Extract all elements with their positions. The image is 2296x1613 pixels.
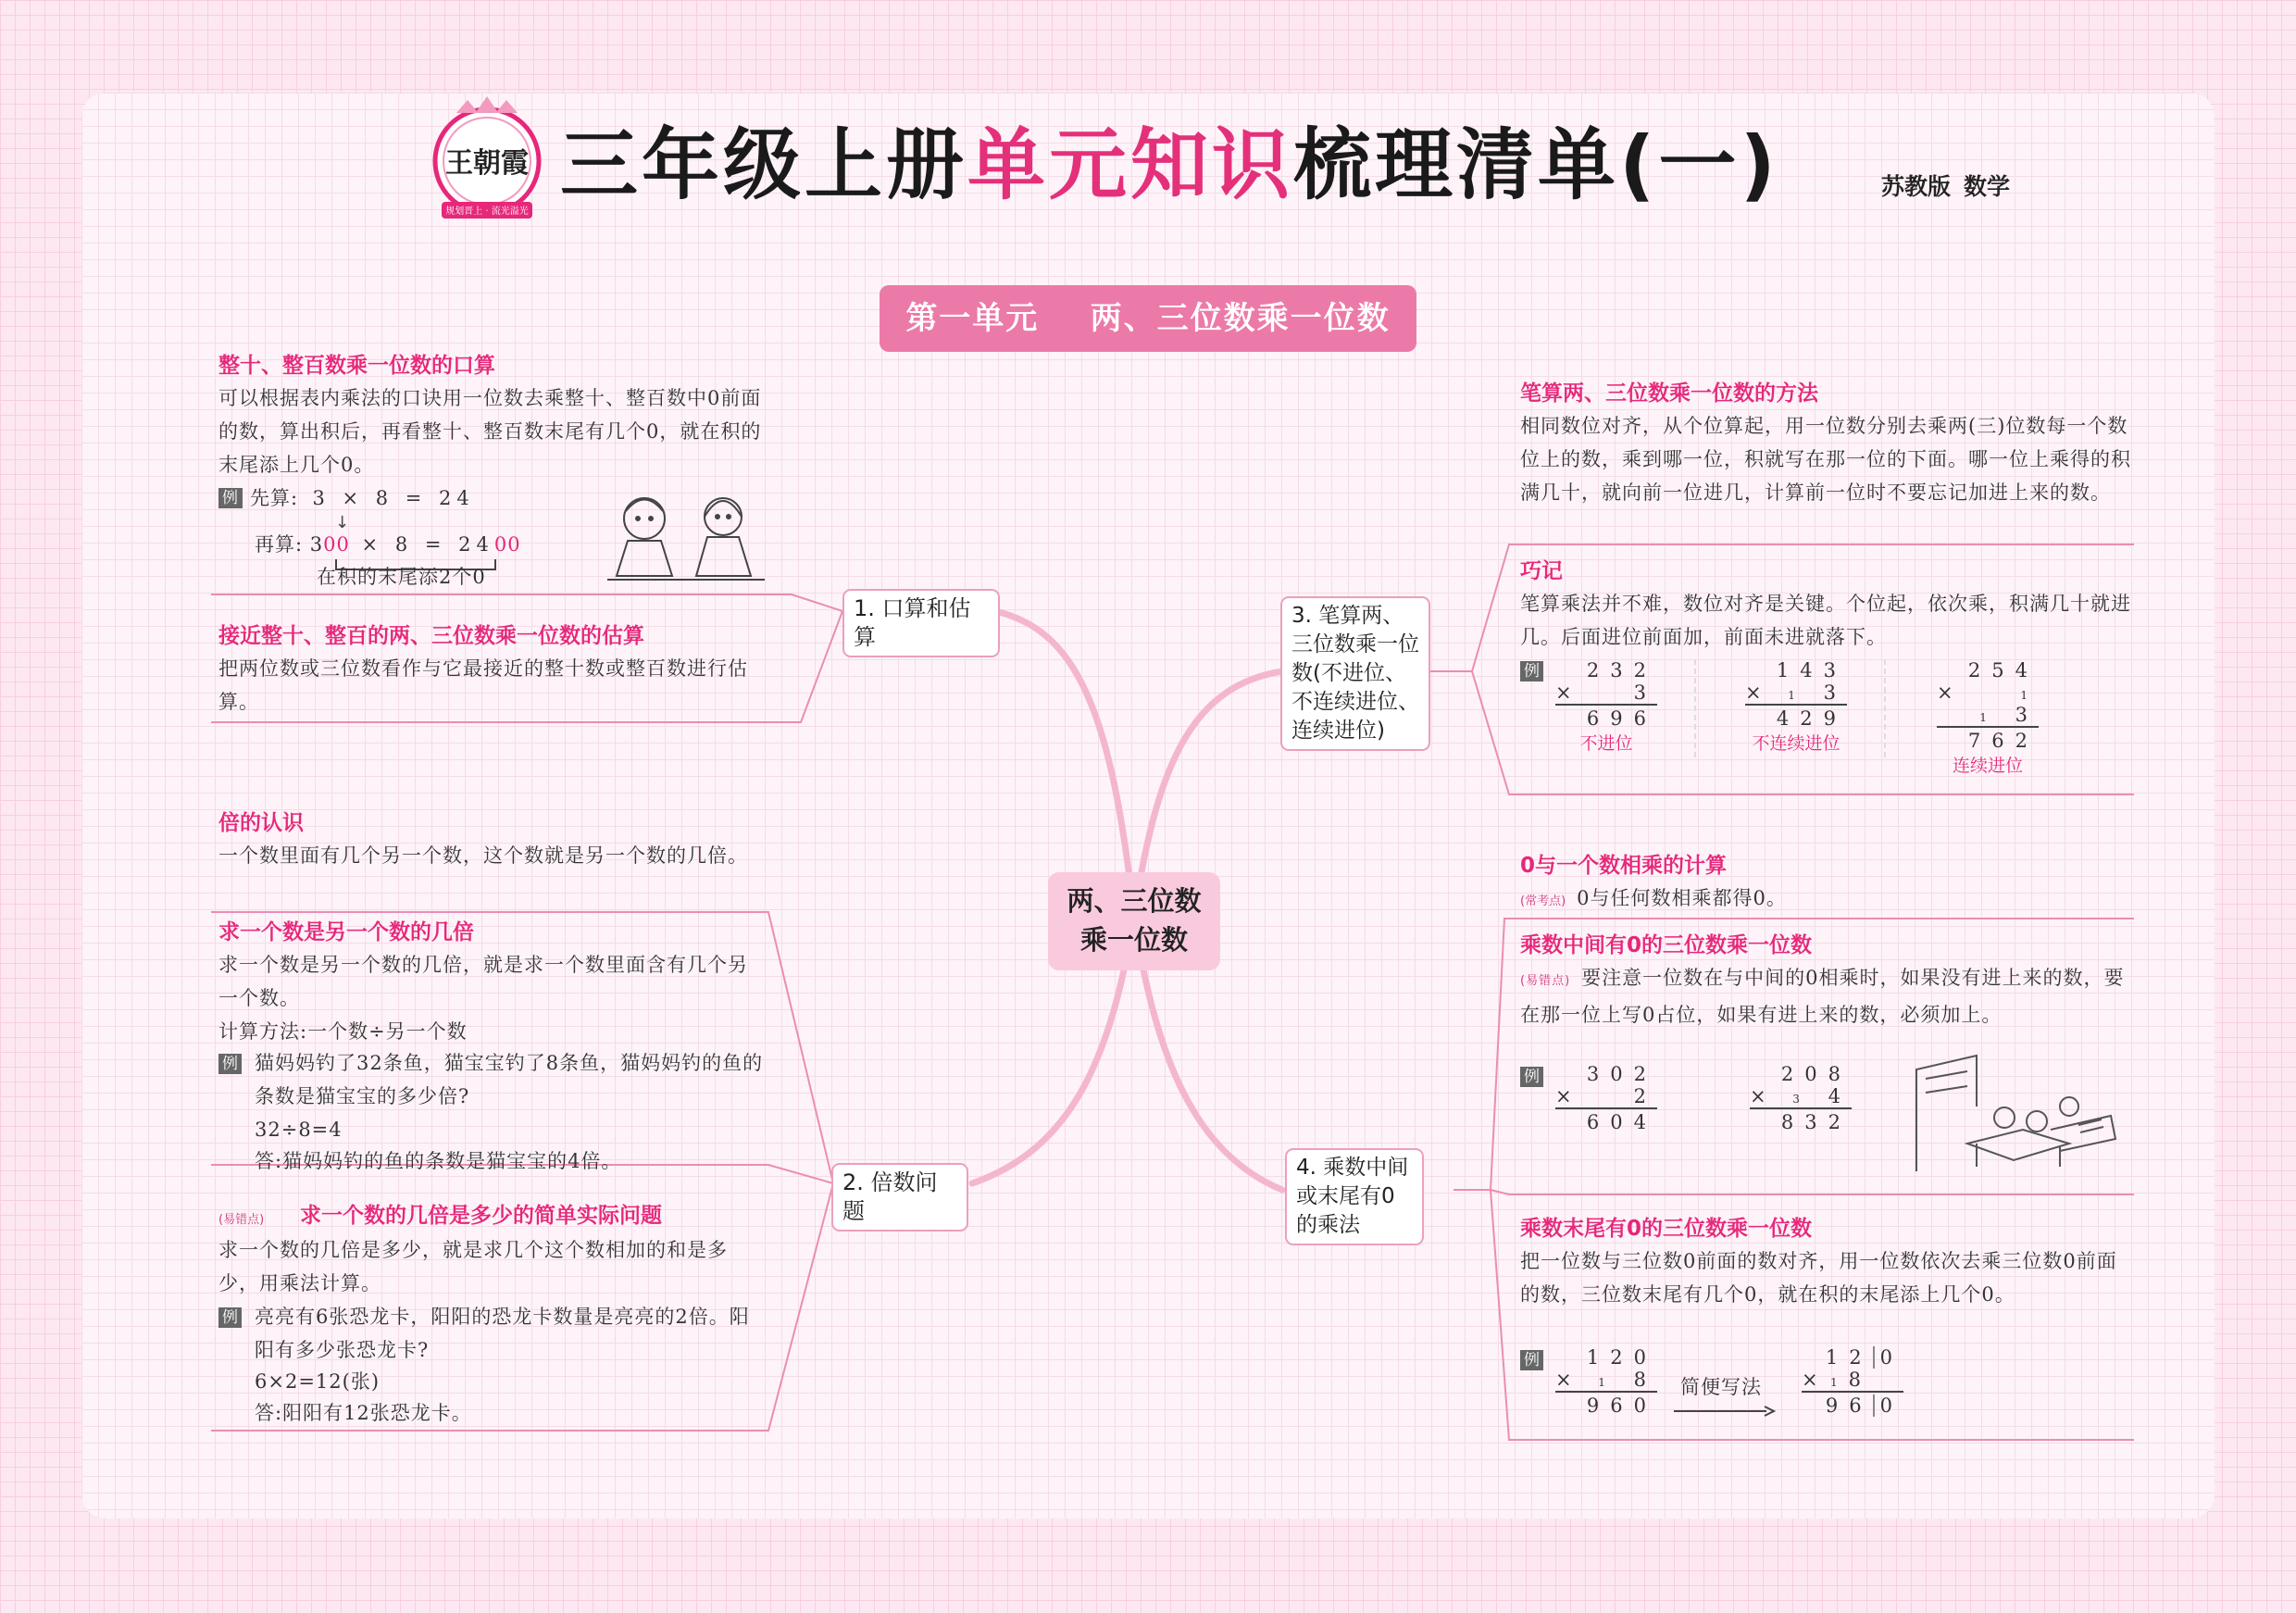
b2-s1-text: 一个数里面有几个另一个数，这个数就是另一个数的几倍。: [218, 844, 748, 867]
b2-s3-tag: (易错点): [218, 1213, 265, 1227]
b2-s2-answer: 答:猫妈妈钓的鱼的条数是猫宝宝的4倍。: [255, 1150, 622, 1172]
b1-s2-text: 把两位数或三位数看作与它最接近的整十数或整百数进行估算。: [218, 657, 748, 713]
unit-banner: 第一单元 两、三位数乘一位数: [880, 285, 1416, 352]
calc-multiplier: 8: [1848, 1369, 1872, 1391]
calc-caption: 连续进位: [1952, 756, 2023, 776]
center-line-1: 两、三位数: [1067, 885, 1202, 917]
b2-s2-text: 求一个数是另一个数的几倍，就是求一个数里面含有几个另一个数。: [218, 954, 748, 1009]
page-title: [560, 119, 1779, 211]
b4-s2-body: 要注意一位数在与中间的0相乘时，如果没有进上来的数，要在那一位上写0占位，如果有进上来的数，必须加上。: [1520, 967, 2125, 1026]
calc-no-carry: [1555, 659, 1657, 755]
then-label: 再算:: [255, 533, 304, 556]
calc-result: 762: [1937, 726, 2039, 752]
b2-s3-question: 亮亮有6张恐龙卡，阳阳的恐龙卡数量是亮亮的2倍。阳阳有多少张恐龙卡?: [255, 1306, 750, 1361]
calc-end-zero-full: [1555, 1346, 1657, 1417]
calc-top: 232: [1586, 659, 1657, 681]
example-badge: 例: [218, 1054, 242, 1074]
then-a: 3: [309, 533, 324, 556]
b4-s2-title: 乘数中间有0的三位数乘一位数: [1520, 933, 1813, 957]
edition-label: [1881, 169, 2023, 202]
center-topic: [1048, 872, 1220, 970]
example-badge: 例: [1520, 1350, 1543, 1370]
calc-middle-zero-2: [1750, 1063, 1852, 1133]
carry-digit: 1: [1598, 1376, 1616, 1389]
b4-s3-text: 把一位数与三位数0前面的数对齐，用一位数依次去乘三位数0前面的数，三位数末尾有几个0，就在积的末尾添上几个0。: [1520, 1250, 2117, 1306]
calc-multiplier: 8: [1633, 1369, 1657, 1391]
b2-s3-calc: 6×2=12(张): [255, 1370, 381, 1393]
carry-digit: 3: [1792, 1093, 1811, 1106]
calc-divider: [1884, 659, 1886, 757]
calc-multiplier: 2: [1633, 1085, 1657, 1107]
b2-s2-method: 计算方法:一个数÷另一个数: [218, 1020, 468, 1043]
b1-s2-title: 接近整十、整百的两、三位数乘一位数的估算: [218, 624, 644, 648]
times-sign: ×: [1937, 681, 1965, 704]
right-arrow-icon: [1674, 1404, 1776, 1421]
calc-top-zero: 0: [1873, 1346, 1903, 1369]
calc-top: 254: [1967, 659, 2039, 681]
calc-top: 12: [1825, 1346, 1873, 1369]
calc-top: 302: [1586, 1063, 1657, 1085]
branch-node-1: 1. 口算和估算: [842, 589, 1000, 657]
b2-s3-answer: 答:阳阳有12张恐龙卡。: [255, 1402, 472, 1424]
carry-digit: 1: [1788, 689, 1806, 702]
b4-s3-title: 乘数末尾有0的三位数乘一位数: [1520, 1217, 1813, 1241]
b2-s3-text: 求一个数的几倍是多少，就是求几个这个数相加的和是多少，用乘法计算。: [218, 1239, 728, 1294]
title-prefix: 三年级上册: [560, 119, 968, 210]
b3-s1-title: 笔算两、三位数乘一位数的方法: [1520, 381, 1818, 406]
carry-digit: 1: [1829, 1376, 1849, 1389]
example-badge: 例: [218, 1307, 242, 1328]
b4-s1-line: [1520, 882, 1787, 915]
times-sign: ×: [1555, 1369, 1583, 1391]
shortcut-label: 简便写法: [1680, 1376, 1762, 1398]
calc-multiplier: 3: [2015, 704, 2039, 726]
b1-s1-title: 整十、整百数乘一位数的口算: [218, 354, 495, 378]
b4-s1-tag: (常考点): [1520, 894, 1566, 908]
calc-result: 832: [1750, 1107, 1852, 1133]
b2-s1-title: 倍的认识: [218, 811, 304, 835]
b1-note: 在积的末尾添2个0: [317, 566, 486, 588]
branch-node-4: 4. 乘数中间或末尾有0的乘法: [1285, 1148, 1424, 1245]
first-calc: 3 × 8 = 24: [312, 487, 475, 509]
times-sign: ×: [1745, 681, 1773, 704]
then-res-zeros: 00: [493, 533, 521, 556]
subject-name: 数学: [1964, 173, 2011, 200]
calc-top: 143: [1776, 659, 1847, 681]
b1-example-then: [255, 528, 521, 561]
times-sign: ×: [1555, 681, 1583, 704]
svg-text:规划晋上 · 流光溢光: 规划晋上 · 流光溢光: [445, 206, 529, 217]
b2-s2-question: 猫妈妈钓了32条鱼，猫宝宝钓了8条鱼，猫妈妈钓的鱼的条数是猫宝宝的多少倍?: [255, 1052, 764, 1107]
b2-s2-calc: 32÷8=4: [255, 1119, 343, 1141]
calc-partial-carry: [1745, 659, 1847, 755]
branch-node-3: 3. 笔算两、三位数乘一位数(不进位、不连续进位、连续进位): [1280, 596, 1430, 751]
calc-multiplier: 4: [1828, 1085, 1852, 1107]
children-illustration: [607, 483, 765, 593]
example-badge: 例: [1520, 1067, 1543, 1087]
calc-caption: 不连续进位: [1752, 733, 1841, 754]
then-a-zeros: 00: [323, 533, 350, 556]
then-mid: × 8 = 24: [349, 533, 494, 556]
calc-result-zero: 0: [1873, 1394, 1903, 1417]
calc-caption: 不进位: [1579, 733, 1633, 754]
times-sign: ×: [1555, 1085, 1583, 1107]
branch-node-2: 2. 倍数问题: [831, 1163, 968, 1232]
times-sign: ×: [1802, 1369, 1829, 1391]
calc-middle-zero-1: [1555, 1063, 1657, 1133]
calc-result: 429: [1745, 704, 1847, 730]
calc-multiplier: 3: [1823, 681, 1847, 704]
calc-top: 208: [1780, 1063, 1852, 1085]
b1-s1-text: 可以根据表内乘法的口诀用一位数去乘整十、整百数中0前面的数，算出积后，再看整十、整百数末尾有几个0，就在积的末尾添上几个0。: [218, 387, 762, 476]
calc-divider: [1694, 659, 1696, 757]
b4-s2-tag: (易错点): [1520, 974, 1571, 988]
example-badge: 例: [218, 488, 243, 508]
first-label: 先算:: [250, 487, 299, 509]
b3-s2-title: 巧记: [1520, 559, 1563, 583]
calc-top: 120: [1586, 1346, 1657, 1369]
title-suffix: 梳理清单(一): [1293, 119, 1779, 210]
classroom-illustration: [1912, 1051, 2120, 1176]
calc-end-zero-short: [1802, 1346, 1903, 1417]
b2-s2-title: 求一个数是另一个数的几倍: [218, 920, 474, 944]
example-badge: 例: [1520, 661, 1543, 681]
edition-name: 苏教版: [1881, 173, 1952, 200]
b4-s2-text: [1520, 961, 2131, 1032]
carry-digit: 1 1: [1979, 689, 2039, 724]
title-highlight: 单元知识: [967, 119, 1294, 210]
svg-text:王朝霞: 王朝霞: [445, 147, 529, 180]
b1-example-first: [218, 481, 475, 515]
brand-logo: [421, 93, 553, 224]
calc-result: 604: [1555, 1107, 1657, 1133]
calc-multiplier: 3: [1633, 681, 1657, 704]
calc-result: 960: [1555, 1391, 1657, 1417]
b4-s1-text: 0与任何数相乘都得0。: [1577, 887, 1787, 909]
down-arrow-icon: ↓: [335, 513, 350, 532]
times-sign: ×: [1750, 1085, 1778, 1107]
calc-continuous-carry: [1937, 659, 2039, 777]
center-line-2: 乘一位数: [1079, 924, 1188, 956]
b3-s1-text: 相同数位对齐，从个位算起，用一位数分别去乘两(三)位数每一个数位上的数，乘到哪一位，积就写在那一位的下面。哪一位上乘得的积满几十，就向前一位进几，计算前一位时不要忘记加进上来的数。: [1520, 415, 2131, 504]
b3-s2-text: 笔算乘法并不难，数位对齐是关键。个位起，依次乘，积满几十就进几。后面进位前面加，前面未进就落下。: [1520, 593, 2131, 648]
b4-s1-title: 0与一个数相乘的计算: [1520, 854, 1728, 878]
calc-result: 696: [1555, 704, 1657, 730]
b2-s3-title: 求一个数的几倍是多少的简单实际问题: [300, 1204, 662, 1228]
calc-result: 96: [1825, 1394, 1873, 1417]
